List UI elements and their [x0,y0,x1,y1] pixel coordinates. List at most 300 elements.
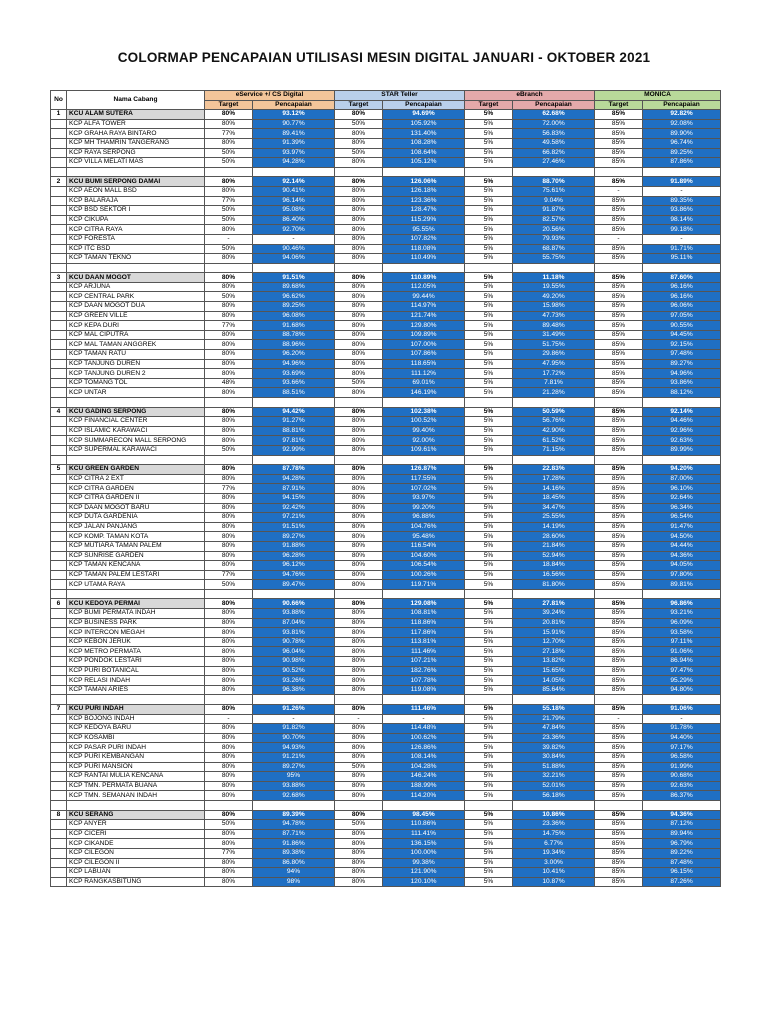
achievement-cell: 94.45% [643,330,721,340]
target-cell: 80% [335,282,383,292]
achievement-cell: 100.26% [383,570,465,580]
achievement-cell: 96.20% [253,350,335,360]
branch-name: KCP FINANCIAL CENTER [67,417,205,427]
target-cell: 85% [595,129,643,139]
achievement-cell: 15.65% [513,666,595,676]
achievement-cell: 93.97% [253,148,335,158]
achievement-cell: 97.80% [643,570,721,580]
achievement-cell: 85.64% [513,685,595,695]
achievement-cell: 89.90% [643,129,721,139]
achievement-cell: 94.50% [643,532,721,542]
achievement-cell: 96.88% [383,513,465,523]
target-cell: 80% [205,350,253,360]
table-row [51,858,721,868]
achievement-cell: 87.04% [253,618,335,628]
target-cell: 5% [465,858,513,868]
achievement-cell: 93.66% [253,378,335,388]
branch-name: KCP KOSAMBI [67,733,205,743]
row-number [51,609,67,619]
target-cell: 85% [595,810,643,820]
achievement-cell: 96.08% [253,311,335,321]
target-cell: 80% [205,733,253,743]
table-row [51,743,721,753]
achievement-cell: 20.56% [513,225,595,235]
achievement-cell: 188.99% [383,781,465,791]
target-cell: 5% [465,637,513,647]
header-eservice: eService +/ CS Digital [205,91,335,101]
target-cell: 5% [465,829,513,839]
achievement-cell: 94.46% [643,417,721,427]
achievement-cell: 91.47% [643,522,721,532]
target-cell: 5% [465,206,513,216]
header-achievement: Pencapaian [643,100,721,110]
target-cell: 5% [465,724,513,734]
row-number [51,388,67,398]
spacer-row [51,398,721,408]
achievement-cell: 120.10% [383,877,465,887]
achievement-cell: 86.37% [643,791,721,801]
target-cell: 80% [205,541,253,551]
target-cell: 80% [335,321,383,331]
table-row [51,282,721,292]
row-number [51,541,67,551]
target-cell: 5% [465,426,513,436]
row-number [51,551,67,561]
target-cell: 80% [335,436,383,446]
achievement-cell: 14.16% [513,484,595,494]
target-cell: 80% [335,657,383,667]
table-row [51,445,721,455]
row-number [51,359,67,369]
achievement-cell: 94.20% [643,465,721,475]
table-row-kcu [51,465,721,475]
target-cell: 85% [595,369,643,379]
achievement-cell: 92.82% [643,110,721,120]
table-row [51,417,721,427]
achievement-cell: 91.26% [253,705,335,715]
achievement-cell: 88.96% [253,340,335,350]
row-number [51,829,67,839]
achievement-cell: 10.41% [513,868,595,878]
achievement-cell: 105.92% [383,119,465,129]
achievement-cell: 93.81% [253,628,335,638]
achievement-cell: 94.93% [253,743,335,753]
achievement-cell: 90.52% [253,666,335,676]
target-cell: 80% [335,110,383,120]
achievement-cell: 94.69% [383,110,465,120]
target-cell: 85% [595,302,643,312]
achievement-cell: 93.88% [253,781,335,791]
achievement-cell: 42.90% [513,426,595,436]
target-cell: 80% [335,666,383,676]
target-cell: 5% [465,215,513,225]
table-row [51,215,721,225]
table-row [51,541,721,551]
achievement-cell: 94.78% [253,820,335,830]
achievement-cell: 90.41% [253,186,335,196]
row-number [51,791,67,801]
row-number [51,311,67,321]
row-number: 3 [51,273,67,283]
achievement-cell: 116.54% [383,541,465,551]
target-cell: 85% [595,791,643,801]
achievement-cell: 16.56% [513,570,595,580]
achievement-cell: 87.60% [643,273,721,283]
row-number [51,206,67,216]
target-cell: 5% [465,628,513,638]
target-cell: 80% [205,225,253,235]
achievement-cell: 111.12% [383,369,465,379]
branch-name: KCP ARJUNA [67,282,205,292]
target-cell: 80% [335,724,383,734]
target-cell: 85% [595,330,643,340]
target-cell: 85% [595,254,643,264]
achievement-cell: 119.08% [383,685,465,695]
target-cell: 5% [465,551,513,561]
achievement-cell: 6.77% [513,839,595,849]
achievement-cell: 87.91% [253,484,335,494]
achievement-cell: 51.88% [513,762,595,772]
achievement-cell: 102.38% [383,407,465,417]
target-cell: 50% [335,820,383,830]
target-cell: 85% [595,781,643,791]
achievement-cell: 94.96% [253,359,335,369]
achievement-cell: 126.87% [383,465,465,475]
row-number [51,215,67,225]
achievement-cell: 89.35% [643,196,721,206]
achievement-cell: 17.72% [513,369,595,379]
utilization-table [50,90,721,887]
branch-name: KCP TAMAN ARIES [67,685,205,695]
achievement-cell: 90.66% [253,599,335,609]
branch-name: KCP GREEN VILLE [67,311,205,321]
achievement-cell: 100.00% [383,848,465,858]
target-cell: 80% [205,781,253,791]
target-cell: 80% [205,561,253,571]
table-row [51,637,721,647]
target-cell: 50% [205,244,253,254]
table-row [51,196,721,206]
branch-name: KCU ALAM SUTERA [67,110,205,120]
branch-name: KCP INTERCON MEGAH [67,628,205,638]
target-cell: 5% [465,225,513,235]
achievement-cell: 17.28% [513,474,595,484]
row-number [51,225,67,235]
branch-name: KCP RAYA SERPONG [67,148,205,158]
target-cell: 5% [465,234,513,244]
achievement-cell: 96.62% [253,292,335,302]
achievement-cell: 94% [253,868,335,878]
header-target: Target [205,100,253,110]
target-cell: 5% [465,474,513,484]
branch-name: KCP DUTA GARDENIA [67,513,205,523]
branch-name: KCP CITRA RAYA [67,225,205,235]
achievement-cell: 90.55% [643,321,721,331]
target-cell: 50% [205,445,253,455]
target-cell: 80% [335,647,383,657]
target-cell: 85% [595,551,643,561]
row-number [51,282,67,292]
target-cell: 80% [335,445,383,455]
target-cell: 5% [465,820,513,830]
target-cell: 77% [205,129,253,139]
achievement-cell: 89.27% [643,359,721,369]
target-cell: 5% [465,378,513,388]
branch-name: KCP MAL TAMAN ANGGREK [67,340,205,350]
target-cell: 85% [595,225,643,235]
table-row [51,158,721,168]
achievement-cell: 106.54% [383,561,465,571]
table-row [51,369,721,379]
target-cell: 80% [205,186,253,196]
table-row [51,714,721,724]
table-row [51,350,721,360]
achievement-cell: 66.82% [513,148,595,158]
table-row [51,522,721,532]
achievement-cell: 86.94% [643,657,721,667]
target-cell: 85% [595,445,643,455]
branch-name: KCP BSD SEKTOR I [67,206,205,216]
target-cell: 80% [335,484,383,494]
row-number: 8 [51,810,67,820]
target-cell: 5% [465,273,513,283]
row-number [51,138,67,148]
table-row [51,628,721,638]
achievement-cell: 92.64% [643,493,721,503]
row-number [51,733,67,743]
target-cell: 5% [465,877,513,887]
target-cell: 80% [335,628,383,638]
achievement-cell: 87.00% [643,474,721,484]
achievement-cell: 86.40% [253,215,335,225]
achievement-cell: - [383,714,465,724]
target-cell: 80% [205,676,253,686]
achievement-cell: 109.89% [383,330,465,340]
target-cell: 85% [595,359,643,369]
achievement-cell: 3.00% [513,858,595,868]
branch-name: KCP PONDOK LESTARI [67,657,205,667]
achievement-cell: 94.28% [253,474,335,484]
target-cell: 5% [465,503,513,513]
branch-name: KCP MUTIARA TAMAN PALEM [67,541,205,551]
branch-name: KCP BUSINESS PARK [67,618,205,628]
table-body [51,110,721,887]
achievement-cell: 107.21% [383,657,465,667]
branch-name: KCP SUNRISE GARDEN [67,551,205,561]
target-cell: 80% [205,340,253,350]
table-row [51,311,721,321]
target-cell: 80% [205,858,253,868]
target-cell: 5% [465,244,513,254]
achievement-cell: 7.81% [513,378,595,388]
target-cell: 5% [465,417,513,427]
achievement-cell: 91.39% [253,138,335,148]
achievement-cell: 68.87% [513,244,595,254]
target-cell: 77% [205,848,253,858]
achievement-cell: 128.47% [383,206,465,216]
achievement-cell: 112.05% [383,282,465,292]
achievement-cell: 94.36% [643,810,721,820]
achievement-cell: 87.12% [643,820,721,830]
achievement-cell: 92.63% [643,781,721,791]
achievement-cell: 91.99% [643,762,721,772]
achievement-cell: 182.76% [383,666,465,676]
branch-name: KCP FORESTA [67,234,205,244]
row-number [51,129,67,139]
target-cell: 50% [335,762,383,772]
table-row [51,359,721,369]
target-cell: 80% [335,273,383,283]
achievement-cell: 94.76% [253,570,335,580]
achievement-cell: 52.01% [513,781,595,791]
row-number [51,493,67,503]
target-cell: 85% [595,513,643,523]
branch-name: KCP BALARAJA [67,196,205,206]
target-cell: 80% [335,196,383,206]
achievement-cell: 10.86% [513,810,595,820]
target-cell: 85% [595,647,643,657]
target-cell: 80% [205,762,253,772]
branch-name: KCP CITRA GARDEN [67,484,205,494]
target-cell: 80% [335,340,383,350]
target-cell: 80% [335,685,383,695]
row-number [51,445,67,455]
achievement-cell: 91.06% [643,705,721,715]
branch-name: KCP TANJUNG DUREN 2 [67,369,205,379]
achievement-cell: 123.36% [383,196,465,206]
achievement-cell: 34.47% [513,503,595,513]
table-row [51,493,721,503]
target-cell: 5% [465,350,513,360]
achievement-cell: 94.44% [643,541,721,551]
achievement-cell: 117.86% [383,628,465,638]
achievement-cell: 25.55% [513,513,595,523]
row-number [51,244,67,254]
branch-name: KCP LABUAN [67,868,205,878]
target-cell: 85% [595,215,643,225]
target-cell: 80% [205,513,253,523]
target-cell: 85% [595,858,643,868]
achievement-cell: 62.68% [513,110,595,120]
achievement-cell: 94.28% [253,158,335,168]
row-number [51,417,67,427]
target-cell: 80% [205,138,253,148]
branch-name: KCP CIKANDE [67,839,205,849]
target-cell: 85% [595,436,643,446]
achievement-cell: 114.97% [383,302,465,312]
achievement-cell: 95.55% [383,225,465,235]
achievement-cell: 97.47% [643,666,721,676]
achievement-cell: 104.28% [383,762,465,772]
target-cell: 5% [465,388,513,398]
row-number [51,628,67,638]
target-cell: 80% [335,215,383,225]
target-cell: 80% [335,848,383,858]
achievement-cell: 146.24% [383,772,465,782]
achievement-cell: 49.58% [513,138,595,148]
achievement-cell: 105.12% [383,158,465,168]
achievement-cell: 94.15% [253,493,335,503]
target-cell: 85% [595,321,643,331]
branch-name: KCP PURI BOTANICAL [67,666,205,676]
target-cell: 85% [595,388,643,398]
achievement-cell: 86.80% [253,858,335,868]
table-row [51,330,721,340]
achievement-cell: 96.10% [643,484,721,494]
target-cell: 5% [465,618,513,628]
achievement-cell: 91.88% [253,541,335,551]
row-number [51,330,67,340]
achievement-cell: 95% [253,772,335,782]
achievement-cell: 92.96% [643,426,721,436]
table-row [51,685,721,695]
target-cell: 85% [595,848,643,858]
achievement-cell: 108.64% [383,148,465,158]
achievement-cell: 108.81% [383,609,465,619]
achievement-cell: 87.86% [643,158,721,168]
target-cell: 80% [335,138,383,148]
achievement-cell: 20.81% [513,618,595,628]
achievement-cell: 96.28% [253,551,335,561]
achievement-cell: 89.27% [253,532,335,542]
target-cell: 80% [335,186,383,196]
achievement-cell: 92.99% [253,445,335,455]
table-row [51,791,721,801]
target-cell: 5% [465,752,513,762]
target-cell: 80% [335,522,383,532]
target-cell: 85% [595,311,643,321]
target-cell: 5% [465,369,513,379]
target-cell: 80% [205,302,253,312]
target-cell: 5% [465,868,513,878]
target-cell: 5% [465,705,513,715]
row-number [51,743,67,753]
achievement-cell: 98% [253,877,335,887]
target-cell: 80% [335,743,383,753]
table-row [51,609,721,619]
row-number [51,561,67,571]
target-cell: 80% [335,791,383,801]
achievement-cell: 90.70% [253,733,335,743]
table-row [51,321,721,331]
target-cell: 80% [205,772,253,782]
row-number [51,848,67,858]
achievement-cell: 146.19% [383,388,465,398]
table-row [51,474,721,484]
row-number [51,685,67,695]
achievement-cell: 29.86% [513,350,595,360]
target-cell: 85% [595,541,643,551]
table-row [51,781,721,791]
achievement-cell: 11.18% [513,273,595,283]
branch-name: KCP UTAMA RAYA [67,580,205,590]
target-cell: 77% [205,484,253,494]
target-cell: 80% [205,705,253,715]
branch-name: KCP KEDOYA BARU [67,724,205,734]
page-title: COLORMAP PENCAPAIAN UTILISASI MESIN DIGITAL JANUARI - OKTOBER 2021 [117,50,651,65]
header-target: Target [335,100,383,110]
target-cell: 80% [205,609,253,619]
target-cell: 80% [335,532,383,542]
row-number [51,647,67,657]
table-row [51,570,721,580]
row-number: 4 [51,407,67,417]
row-number [51,781,67,791]
achievement-cell: 96.09% [643,618,721,628]
target-cell: 5% [465,138,513,148]
achievement-cell: 107.82% [383,234,465,244]
branch-name: KCP KEPA DURI [67,321,205,331]
